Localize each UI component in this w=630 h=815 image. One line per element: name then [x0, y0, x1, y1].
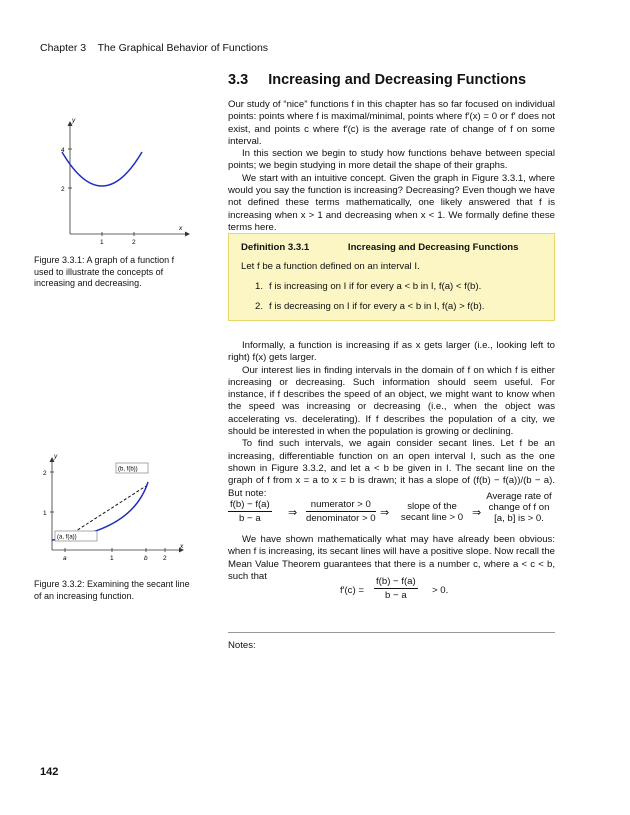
definition-title [241, 242, 542, 253]
x-tick-label: 2 [163, 555, 167, 562]
mvt-fraction [374, 576, 418, 601]
statement-line: Average rate of [486, 491, 552, 502]
definition-label: Definition 3.3.1 [241, 242, 310, 253]
implies-arrow: ⇒ [380, 507, 390, 519]
y-tick-label: 2 [43, 470, 47, 477]
x-tick-label: a [63, 555, 67, 562]
body-text [228, 340, 555, 500]
fraction-numerator: numerator > 0 [306, 499, 376, 512]
sign-fraction [306, 499, 376, 524]
definition-name: Increasing and Decreasing Functions [347, 242, 519, 253]
x-axis-arrow [185, 232, 190, 237]
definition-intro: Let f be a function defined on an interval I. [241, 261, 420, 272]
paragraph: Informally, a function is increasing if as x gets larger (i.e., looking left to right) f(x) gets larger. [228, 340, 555, 364]
point-b-label: (b, f(b)) [118, 466, 138, 473]
figure-3-3-1-graph [50, 116, 195, 246]
notes-divider [228, 632, 555, 633]
item-text: f is increasing on I if for every a < b in I, f(a) < f(b). [269, 281, 482, 292]
definition-box [228, 233, 555, 321]
statement-line: [a, b] is > 0. [494, 513, 544, 524]
running-header [40, 42, 268, 54]
point-a-label: (a, f(a)) [57, 534, 77, 541]
chapter-title: The Graphical Behavior of Functions [97, 42, 269, 54]
section-name: Increasing and Decreasing Functions [268, 72, 527, 88]
fraction-denominator: denominator > 0 [306, 513, 376, 524]
figure-3-3-2-caption: Figure 3.3.2: Examining the secant line of an increasing function. [34, 579, 190, 601]
y-tick-label: 2 [61, 186, 65, 193]
statement-line: secant line > 0 [400, 512, 464, 523]
y-axis-label: y [54, 453, 58, 460]
y-tick-label: 4 [61, 147, 65, 154]
statement-line: change of f on [488, 502, 550, 513]
fraction-denominator: b − a [239, 513, 261, 524]
implies-arrow: ⇒ [472, 507, 482, 519]
function-curve [62, 152, 142, 186]
paragraph: To find such intervals, we again consider secant lines. Let f be an increasing, differentiable function on an open interval I, such as the one shown in Figure 3.3.2, and let a < b be given in I. The secant line on the graph of f from x = a to x = b is drawn; it has a slope of (f(b) − f(a))/(b − a). But note: [228, 438, 555, 499]
x-tick-label: b [144, 555, 148, 562]
chapter-label: Chapter 3 [40, 42, 87, 54]
slope-statement [396, 501, 468, 523]
fraction-numerator: f(b) − f(a) [376, 576, 416, 587]
implication-chain [228, 491, 555, 527]
equation-lhs: f′(c) = [340, 585, 364, 596]
item-number: 2. [255, 301, 264, 312]
intro-text [228, 99, 555, 234]
x-tick-label: 2 [132, 239, 136, 246]
definition-item [255, 301, 542, 312]
paragraph: We have shown mathematically what may have already been obvious: when f is increasing, its secant lines will have a positive slope. Now recall the Mean Value Theorem guarantees that there is a number c, where a < c < b, such that [228, 534, 555, 582]
statement-line: slope of the [407, 501, 457, 512]
x-axis-label: x [179, 225, 183, 232]
paragraph: In this section we begin to study how functions behave between special points; we begin studying in more detail the shape of their graphs. [228, 148, 555, 172]
item-number: 1. [255, 281, 264, 292]
mvt-equation [340, 576, 490, 606]
paragraph: We start with an intuitive concept. Given the graph in Figure 3.3.1, where would you say the function is increasing? Decreasing? Even though we have not defined these terms mathematically, one likely answered that f is increasing when x > 1 and decreasing when x < 1. We formally define these terms here. [228, 172, 555, 233]
equation-rhs: > 0. [432, 585, 449, 596]
y-axis-label: y [72, 117, 76, 124]
x-axis-label: x [180, 543, 184, 550]
x-tick-label: 1 [100, 239, 104, 246]
fraction-numerator: f(b) − f(a) [230, 499, 270, 510]
definition-item [255, 281, 542, 292]
rate-statement [482, 491, 556, 524]
paragraph: Our interest lies in finding intervals in the domain of f on which f is either increasing or decreasing. Such information should seem useful. For instance, if f describes the speed of an object, we might want to know when the speed was increasing or decreasing (i.e., when the object was accelerating vs. decelerating). If f describes the population of a city, we should be interested in when the population is growing or declining. [228, 364, 555, 438]
y-tick-label: 1 [43, 510, 47, 517]
section-number: 3.3 [228, 72, 249, 88]
implies-arrow: ⇒ [288, 507, 298, 519]
x-tick-label: 1 [110, 555, 114, 562]
figure-3-3-2-graph [34, 452, 194, 572]
slope-fraction [228, 499, 272, 524]
fraction-denominator: b − a [385, 590, 407, 601]
notes-label: Notes: [228, 640, 256, 651]
page-number: 142 [40, 766, 59, 778]
figure-3-3-1-caption: Figure 3.3.1: A graph of a function f used to illustrate the concepts of increasing and decreasing. [34, 255, 175, 288]
paragraph: Our study of “nice” functions f in this chapter has so far focused on individual points: points where f is maximal/minimal, points where f′(x) = 0 or f′ does not exist, and points c where f′(c) is the average rate of change of f on some interval. [228, 99, 555, 147]
item-text: f is decreasing on I if for every a < b in I, f(a) > f(b). [269, 301, 485, 312]
section-title [228, 72, 526, 88]
secant-line [65, 486, 146, 538]
